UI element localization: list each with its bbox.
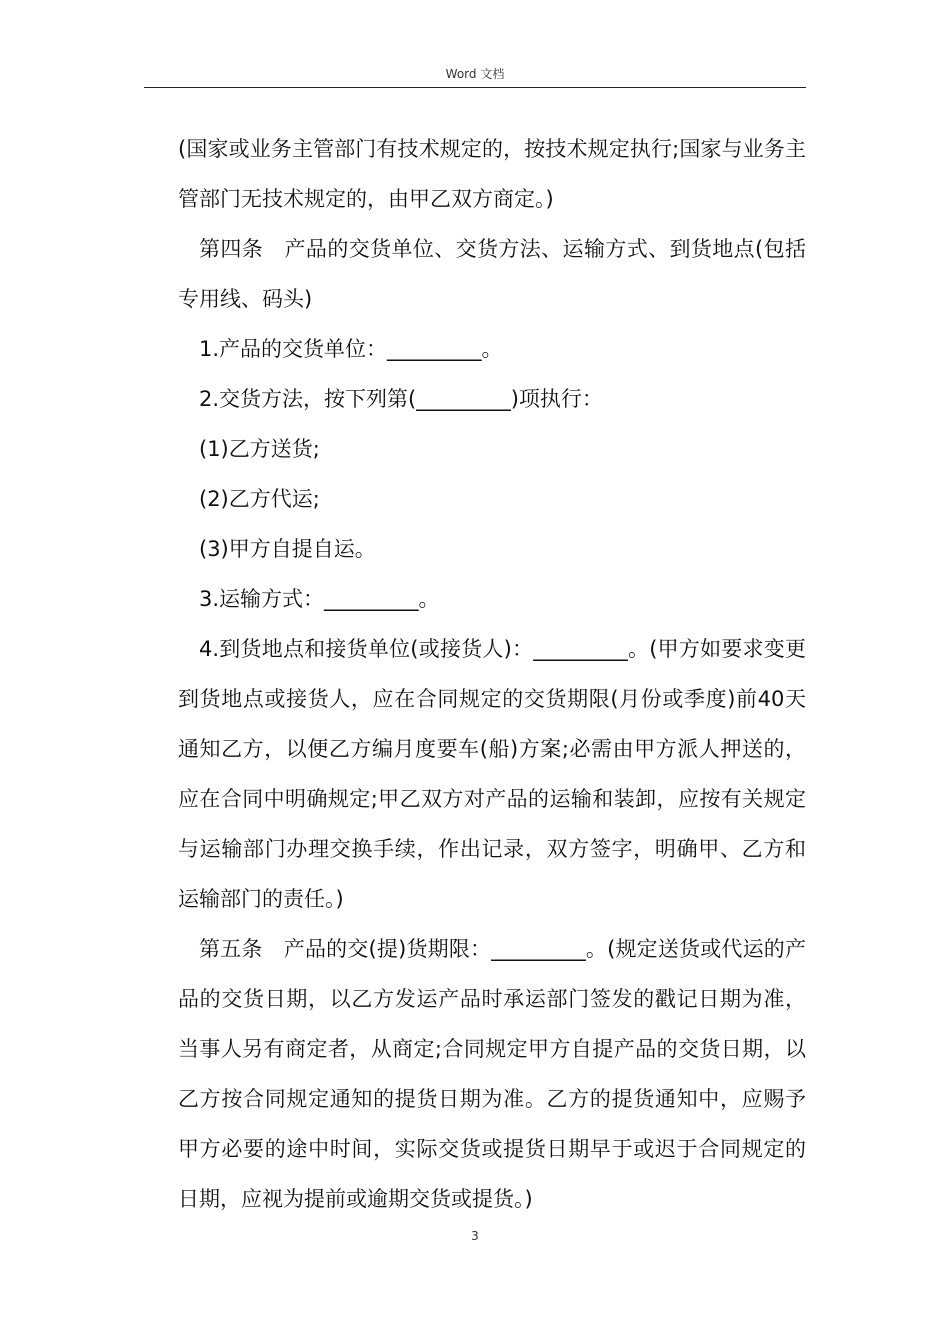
paragraph-transport-method: 3.运输方式：_________。 <box>199 587 440 611</box>
paragraph-option-2: (2)乙方代运; <box>199 487 320 511</box>
paragraph-option-1: (1)乙方送货; <box>199 437 320 461</box>
paragraph-option-3: (3)甲方自提自运。 <box>199 537 376 561</box>
paragraph-arrival-location: 4.到货地点和接货单位(或接货人)：_________。(甲方如要求变更到货地点或接货人，应在合同规定的交货期限(月份或季度)前40天通知乙方，以便乙方编月度要车(船)方案;必需由甲方派人押送的，应在合同中明确规定;甲乙双方对产品的运输和装卸，应按有关规定与运输部门办理交换手续，作出记录，双方签字，明确甲、乙方和运输部门的责任。) <box>178 637 806 911</box>
paragraph-article-4-heading: 第四条 产品的交货单位、交货方法、运输方式、到货地点(包括专用线、码头) <box>178 237 806 311</box>
paragraph-delivery-method: 2.交货方法，按下列第(_________)项执行： <box>199 387 603 411</box>
paragraph-delivery-unit: 1.产品的交货单位：_________。 <box>199 337 503 361</box>
page-number: 3 <box>471 1229 479 1243</box>
header-divider <box>144 87 806 88</box>
paragraph-article-5: 第五条 产品的交(提)货期限：_________。(规定送货或代运的产品的交货日期，以乙方发运产品时承运部门签发的戳记日期为准，当事人另有商定者，从商定;合同规定甲方自提产品的交货日期，以乙方按合同规定通知的提货日期为准。乙方的提货通知中，应赐予甲方必要的途中时间，实际交货或提货日期早于或迟于合同规定的日期，应视为提前或逾期交货或提货。) <box>178 937 806 1211</box>
page-header-title: Word 文档 <box>445 67 505 81</box>
document-body <box>178 124 806 1224</box>
paragraph-technical-standards: (国家或业务主管部门有技术规定的，按技术规定执行;国家与业务主管部门无技术规定的，由甲乙双方商定。) <box>178 137 806 211</box>
